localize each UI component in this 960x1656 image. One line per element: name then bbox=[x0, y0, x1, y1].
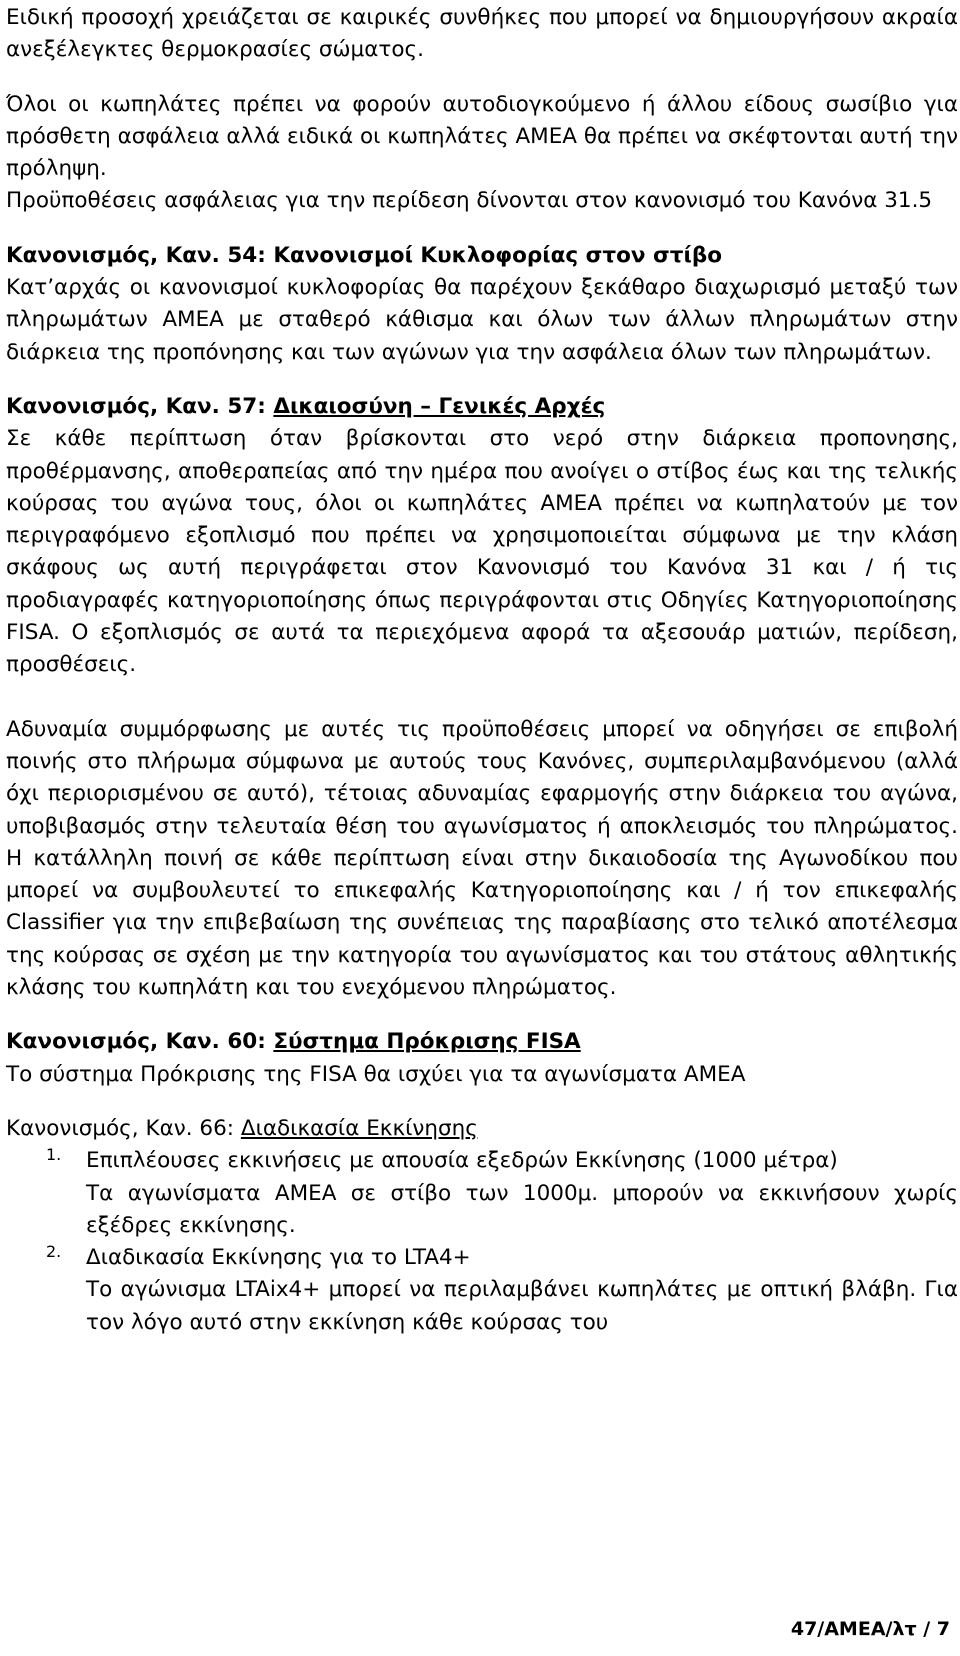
section-rule-57 bbox=[6, 391, 958, 1004]
section-heading bbox=[6, 1113, 958, 1145]
section-heading bbox=[6, 240, 958, 272]
heading-title: Κανονισμοί Κυκλοφορίας στον στίβο bbox=[273, 242, 722, 268]
section-body: Το σύστημα Πρόκρισης της FISA θα ισχύει για τα αγωνίσματα ΑΜΕΑ bbox=[6, 1061, 746, 1087]
section-heading bbox=[6, 391, 958, 423]
section-body: Σε κάθε περίπτωση όταν βρίσκονται στο νερό στην διάρκεια προπονησης, προθέρμανσης, αποθεραπείας από την ημέρα που ανοίγει ο στίβος έως και της τελικής κούρσας του αγώνα τους, όλοι οι κωπηλάτες ΑΜΕΑ πρέπει να κωπηλατούν με τον περιγραφόμενο εξοπλισμό που πρέπει να χρησιμοποιείται σύμφωνα με την κλάση σκάφους ως αυτή περιγράφεται στον Κανονισμό του Κανόνα 31 και / ή τις προδιαγραφές κατηγοριοποίησης όπως περιγράφονται στις Οδηγίες Κατηγοριοποίησης FISA. Ο εξοπλισμός σε αυτά τα περιεχόμενα αφορά τα αξεσουάρ ματιών, περίδεση, προσθέσεις. bbox=[6, 426, 958, 678]
section-rule-66 bbox=[6, 1113, 958, 1339]
list-item-number: 1. bbox=[46, 1145, 62, 1165]
heading-title: Σύστημα Πρόκρισης FISA bbox=[273, 1029, 581, 1055]
heading-prefix: Κανονισμός, Καν. 60: bbox=[6, 1029, 266, 1055]
page-footer: 47/ΑΜΕΑ/λτ / 7 bbox=[790, 1618, 950, 1640]
list-item-title: Επιπλέουσες εκκινήσεις με απουσία εξεδρών Εκκίνησης (1000 μέτρα) bbox=[86, 1148, 838, 1174]
heading-prefix: Κανονισμός, Καν. 66: bbox=[6, 1115, 235, 1141]
heading-prefix: Κανονισμός, Καν. 57: bbox=[6, 393, 266, 419]
section-rule-54 bbox=[6, 240, 958, 369]
list-item-title: Διαδικασία Εκκίνησης για το LTA4+ bbox=[86, 1245, 471, 1271]
section-body-penalty: Αδυναμία συμμόρφωσης με αυτές τις προϋποθέσεις μπορεί να οδηγήσει σε επιβολή ποινής στο πλήρωμα σύμφωνα με αυτούς τους Κανόνες, συμπεριλαμβανόμενου (αλλά όχι περιορισμένου σε αυτό), τέτοιας αδυναμίας εφαρμογής στην διάρκεια του αγώνα, υποβιβασμός στην τελευταία θέση του αγωνίσματος ή αποκλεισμός του πληρώματος. Η κατάλληλη ποινή σε κάθε περίπτωση είναι στην δικαιοδοσία της Αγωνοδίκου που μπορεί να συμβουλευτεί το επικεφαλής Κατηγοριοποίησης και / ή τον επικεφαλής Classifier για την επιβεβαίωση της συνέπειας της παραβίασης στο τελικό αποτέλεσμα της κούρσας σε σχέση με την κατηγορία του αγωνίσματος και του στάτους αθλητικής κλάσης του κωπηλάτη και του ενεχόμενου πληρώματος. bbox=[6, 716, 958, 1001]
document-page bbox=[6, 2, 958, 1339]
paragraph-lifejacket: Όλοι οι κωπηλάτες πρέπει να φορούν αυτοδιογκούμενο ή άλλου είδους σωσίβιο για πρόσθετη ασφάλεια αλλά ειδικά οι κωπηλάτες ΑΜΕΑ θα πρέπει να σκέφτονται αυτή την πρόληψη. bbox=[6, 91, 958, 182]
section-body: Κατ’αρχάς οι κανονισμοί κυκλοφορίας θα παρέχουν ξεκάθαρο διαχωρισμό μεταξύ των πληρωμάτων ΑΜΕΑ με σταθερό κάθισμα και όλων των άλλων πληρωμάτων στην διάρκεια της προπόνησης και των αγώνων για την ασφάλεια όλων των πληρωμάτων. bbox=[6, 275, 958, 365]
list-item-body: Τα αγωνίσματα ΑΜΕΑ σε στίβο των 1000μ. μπορούν να εκκινήσουν χωρίς εξέδρες εκκίνησης. bbox=[86, 1180, 958, 1238]
paragraph-strapping-rule: Προϋποθέσεις ασφάλειας για την περίδεση δίνονται στον κανονισμό του Κανόνα 31.5 bbox=[6, 188, 933, 214]
list-item-body: Το αγώνισμα LTAix4+ μπορεί να περιλαμβάνει κωπηλάτες με οπτική βλάβη. Για τον λόγο αυτό στην εκκίνηση κάθε κούρσας του bbox=[86, 1277, 958, 1335]
section-heading bbox=[6, 1026, 958, 1058]
list-item bbox=[6, 1145, 958, 1242]
heading-title: Δικαιοσύνη – Γενικές Αρχές bbox=[273, 393, 606, 419]
paragraph-body-temperature: Ειδική προσοχή χρειάζεται σε καιρικές συνθήκες που μπορεί να δημιουργήσουν ακραία ανεξέλεγκτες θερμοκρασίες σώματος. bbox=[6, 5, 958, 63]
heading-title: Διαδικασία Εκκίνησης bbox=[240, 1115, 478, 1141]
heading-prefix: Κανονισμός, Καν. 54: bbox=[6, 242, 266, 268]
start-procedure-list bbox=[6, 1145, 958, 1339]
list-item bbox=[6, 1242, 958, 1339]
list-item-number: 2. bbox=[46, 1242, 62, 1262]
section-rule-60 bbox=[6, 1026, 958, 1091]
